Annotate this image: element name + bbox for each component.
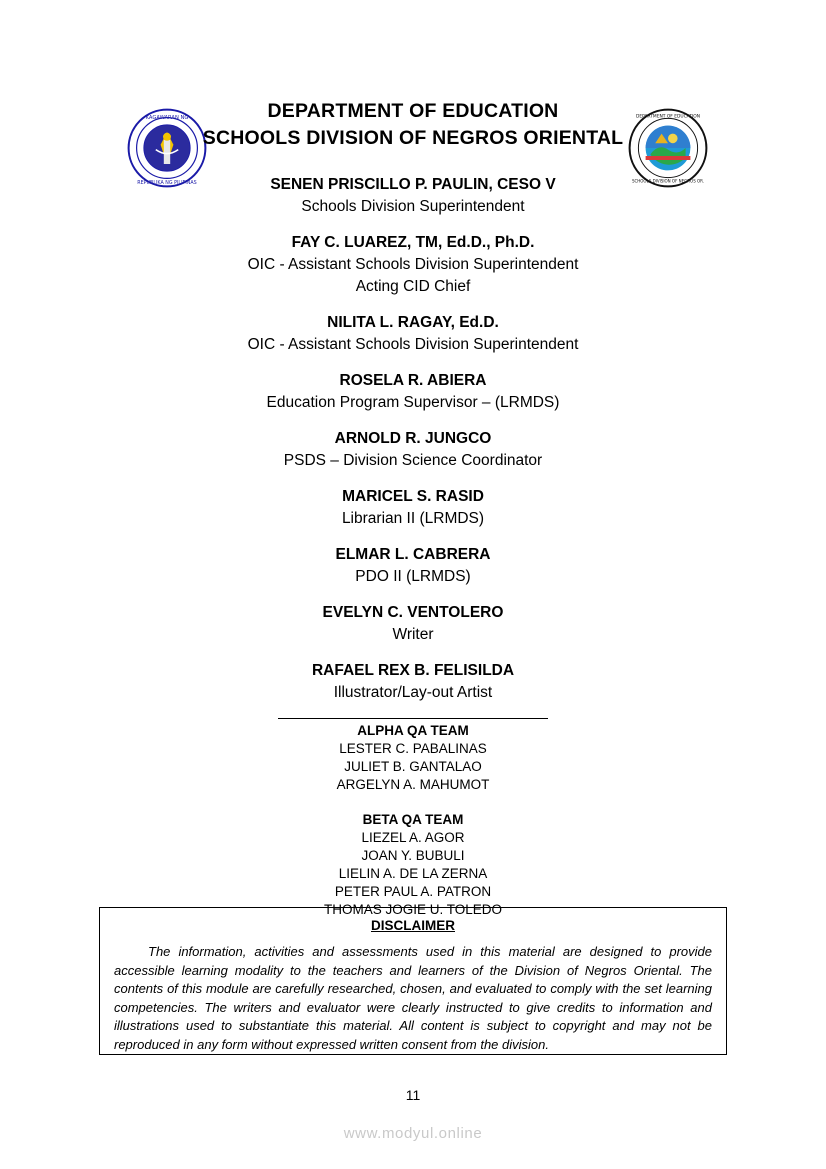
division-title: SCHOOLS DIVISION OF NEGROS ORIENTAL (202, 127, 624, 149)
qa-team-member: PETER PAUL A. PATRON (334, 884, 492, 899)
credit-entry (0, 602, 826, 646)
credit-role: OIC - Assistant Schools Division Superintendent (247, 336, 579, 353)
qa-team-member: THOMAS JOGIE U. TOLEDO (323, 902, 503, 917)
svg-text:KAGAWARAN NG: KAGAWARAN NG (145, 115, 189, 122)
disclaimer-title: DISCLAIMER (371, 918, 455, 933)
credit-role: Education Program Supervisor – (LRMDS) (266, 394, 560, 411)
credit-name: NILITA L. RAGAY, Ed.D. (327, 314, 499, 331)
credit-name: FAY C. LUAREZ, TM, Ed.D., Ph.D. (291, 234, 535, 251)
credit-entry (0, 660, 826, 704)
credit-role: Acting CID Chief (355, 278, 471, 295)
qa-team-member: JOAN Y. BUBULI (361, 848, 465, 863)
qa-team-title: ALPHA QA TEAM (357, 723, 469, 738)
credit-entry (0, 174, 826, 218)
document-header (0, 98, 826, 152)
beta-qa-team (0, 810, 826, 919)
credit-entry (0, 544, 826, 588)
section-divider (278, 718, 548, 719)
qa-team-member: LESTER C. PABALINAS (339, 741, 487, 756)
credit-role: PDO II (LRMDS) (355, 568, 471, 585)
credit-role: OIC - Assistant Schools Division Superintendent (247, 256, 579, 273)
credit-name: RAFAEL REX B. FELISILDA (311, 662, 515, 679)
credit-name: ARNOLD R. JUNGCO (334, 430, 492, 447)
credit-role: Librarian II (LRMDS) (341, 510, 485, 527)
credit-role: PSDS – Division Science Coordinator (283, 452, 543, 469)
credit-entry (0, 370, 826, 414)
qa-team-member: LIELIN A. DE LA ZERNA (338, 866, 488, 881)
alpha-qa-team (0, 721, 826, 794)
qa-team-title: BETA QA TEAM (362, 812, 464, 827)
credit-entry (0, 312, 826, 356)
qa-team-member: ARGELYN A. MAHUMOT (336, 777, 490, 792)
spacer (0, 794, 826, 808)
credit-role: Illustrator/Lay-out Artist (333, 684, 493, 701)
svg-text:REPUBLIKA NG PILIPINAS: REPUBLIKA NG PILIPINAS (137, 181, 197, 186)
disclaimer-box (99, 907, 727, 1055)
credit-name: ELMAR L. CABRERA (335, 546, 491, 563)
credit-name: MARICEL S. RASID (342, 488, 484, 505)
svg-text:SCHOOLS DIVISION OF NEGROS OR.: SCHOOLS DIVISION OF NEGROS OR. (631, 178, 705, 184)
department-title: DEPARTMENT OF EDUCATION (267, 100, 559, 122)
credit-role: Writer (392, 626, 434, 643)
page-number: 11 (405, 1087, 421, 1103)
credit-name: EVELYN C. VENTOLERO (322, 604, 504, 621)
qa-team-member: LIEZEL A. AGOR (361, 830, 465, 845)
credit-name: ROSELA R. ABIERA (339, 372, 487, 389)
credit-name: SENEN PRISCILLO P. PAULIN, CESO V (270, 176, 556, 193)
qa-team-member: JULIET B. GANTALAO (344, 759, 482, 774)
credit-role: Schools Division Superintendent (301, 198, 525, 215)
credit-entry (0, 486, 826, 530)
svg-text:DEPARTMENT OF EDUCATION: DEPARTMENT OF EDUCATION (635, 114, 701, 120)
credits-list (0, 174, 826, 919)
credit-entry (0, 428, 826, 472)
disclaimer-text: The information, activities and assessments used in this material are designed to provide accessible learning modality to the teachers and learners of the Division of Negros Oriental. The contents of this module are carefully researched, chosen, and evaluated to comply with the set learning competencies. The writers and evaluator were clearly instructed to give credits to information and illustrations used to substantiate this material. All content is subject to copyright and may not be reproduced in any form without expressed written consent from the division. (114, 944, 712, 1052)
credit-entry (0, 232, 826, 298)
watermark: www.modyul.online (343, 1125, 483, 1142)
